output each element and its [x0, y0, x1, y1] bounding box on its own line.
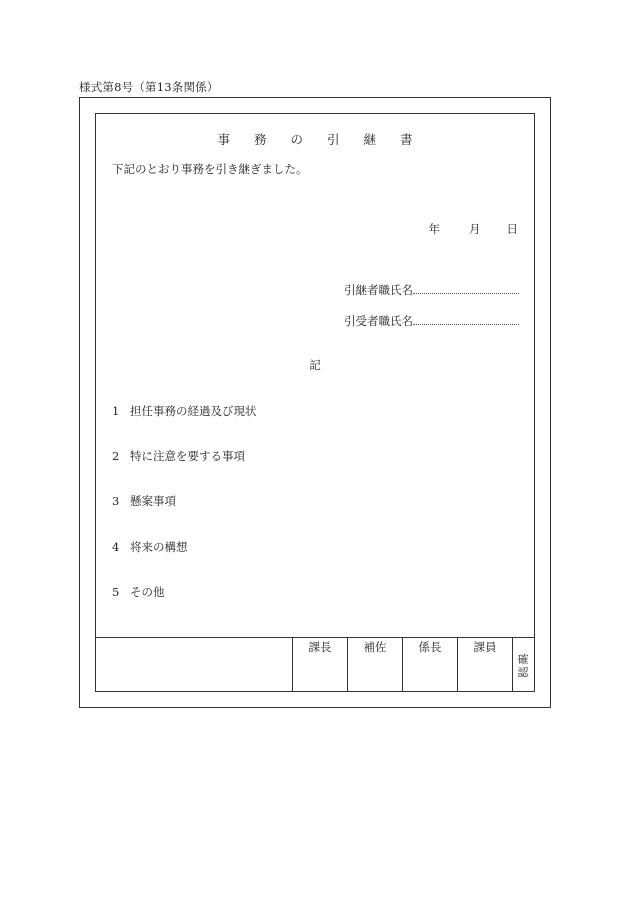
receiver-label: 引受者職氏名	[344, 314, 413, 328]
deputy-label: 補佐	[363, 640, 387, 654]
date-month: 月	[469, 222, 481, 236]
receiver-signature-line	[344, 313, 519, 329]
list-item	[112, 448, 245, 464]
item-number: 1	[112, 404, 120, 418]
receiver-name-field[interactable]	[413, 314, 519, 325]
ki-heading: 記	[309, 358, 321, 372]
title-char: 書	[400, 132, 413, 147]
confirm-cell[interactable]	[512, 638, 534, 692]
date-day: 日	[506, 222, 518, 236]
document-title	[96, 130, 534, 148]
item-number: 4	[112, 540, 120, 554]
list-item	[112, 493, 176, 509]
item-text: 懸案事項	[130, 494, 176, 508]
item-number: 3	[112, 494, 120, 508]
title-char: 務	[253, 132, 267, 147]
title-char: 事	[217, 132, 230, 147]
list-item	[112, 403, 257, 419]
subsection-chief-stamp-cell[interactable]	[402, 638, 457, 692]
deputy-stamp-cell[interactable]	[347, 638, 402, 692]
confirm-char: 認	[517, 666, 529, 679]
title-char: 継	[363, 132, 377, 147]
approval-stamp-table	[96, 637, 534, 692]
item-text: その他	[130, 585, 165, 599]
staff-stamp-cell[interactable]	[457, 638, 512, 692]
item-number: 2	[112, 449, 120, 463]
item-text: 特に注意を要する事項	[130, 449, 245, 463]
list-item	[112, 539, 188, 555]
confirm-char: 確	[517, 653, 529, 666]
staff-label: 課員	[473, 640, 497, 654]
title-char: 引	[327, 132, 340, 147]
handover-signature-line	[344, 282, 519, 298]
section-chief-label: 課長	[308, 640, 332, 654]
item-text: 担任事務の経過及び現状	[130, 404, 257, 418]
date-line	[429, 221, 519, 237]
section-chief-stamp-cell[interactable]	[292, 638, 347, 692]
intro-text: 下記のとおり事務を引き継ぎました。	[112, 162, 308, 176]
document-body	[95, 113, 535, 692]
confirm-label	[517, 653, 529, 679]
form-number-label: 様式第8号（第13条関係）	[79, 80, 219, 94]
subsection-chief-label: 係長	[418, 640, 442, 654]
handover-name-field[interactable]	[413, 283, 519, 294]
item-text: 将来の構想	[130, 540, 188, 554]
list-item	[112, 584, 165, 600]
date-year: 年	[428, 222, 440, 236]
handover-label: 引継者職氏名	[344, 283, 413, 297]
item-number: 5	[112, 585, 120, 599]
title-char: の	[290, 132, 303, 147]
